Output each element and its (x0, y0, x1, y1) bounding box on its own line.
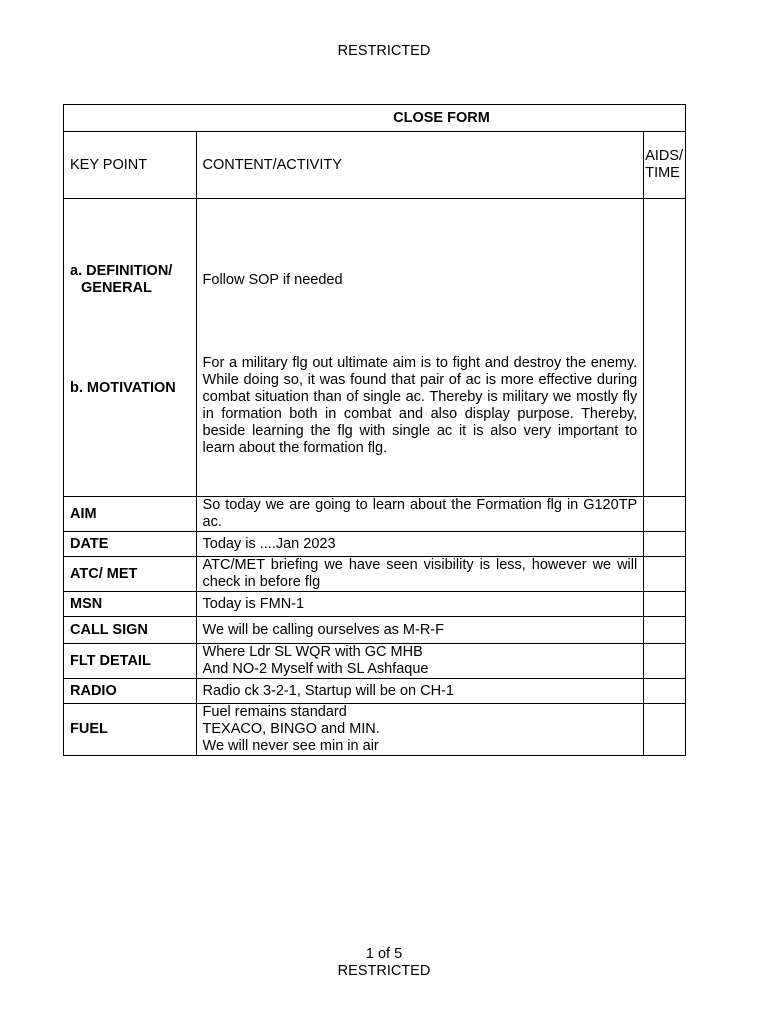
row-content-line: Today is ....Jan 2023 (202, 535, 336, 552)
definition-label-line1: a. DEFINITION/ (70, 263, 173, 279)
row-content (196, 644, 644, 679)
row-key: AIM (64, 497, 197, 532)
table-row-date (64, 532, 686, 557)
row-content-line: TEXACO, BINGO and MIN. (202, 721, 380, 737)
row-content (196, 532, 644, 557)
table-row-flt-detail (64, 644, 686, 679)
row-content-line: ATC/MET briefing we have seen visibility is less, however we will check in before flg (202, 557, 638, 590)
table-row-msn (64, 592, 686, 617)
table-row-atc-met (64, 557, 686, 592)
row-key: DATE (64, 532, 197, 557)
row-aids (644, 532, 686, 557)
definition-label-line2: GENERAL (81, 280, 152, 296)
aids-time-header: AIDS/TIME (644, 132, 686, 199)
row-content (196, 617, 644, 644)
row-key: CALL SIGN (64, 617, 197, 644)
column-header-row (64, 132, 686, 199)
motivation-label: b. MOTIVATION (70, 380, 176, 396)
row-content (196, 679, 644, 704)
intro-row (64, 199, 686, 497)
row-content (196, 557, 644, 592)
row-content (196, 592, 644, 617)
row-key: MSN (64, 592, 197, 617)
row-aids (644, 617, 686, 644)
intro-aids-cell (644, 199, 686, 497)
definition-content: Follow SOP if needed (202, 272, 343, 288)
row-content-line: Where Ldr SL WQR with GC MHB (202, 644, 423, 660)
row-content-line: So today we are going to learn about the Formation flg in G120TP ac. (202, 497, 638, 530)
row-content-line: Fuel remains standard (202, 704, 347, 720)
row-content-line: Today is FMN-1 (202, 595, 305, 612)
row-content-line: We will be calling ourselves as M-R-F (202, 621, 444, 638)
header-classification: RESTRICTED (337, 43, 431, 59)
row-key: FLT DETAIL (64, 644, 197, 679)
table-row-aim (64, 497, 686, 532)
intro-content-cell (196, 199, 644, 497)
motivation-content: For a military flg out ultimate aim is to fight and destroy the enemy. While doing so, it was found that pair of ac is more effective during combat situation than of single ac. Thereby is military we mostly fly in formation both in combat and also display purpose. Thereby, beside learning the flg with single ac it is also very important to learn about the formation flg. (202, 355, 638, 456)
row-key: FUEL (64, 704, 197, 756)
table-row-call-sign (64, 617, 686, 644)
table-row-fuel (64, 704, 686, 756)
table-row-radio (64, 679, 686, 704)
title-row (64, 105, 686, 132)
row-aids (644, 704, 686, 756)
content-activity-header: CONTENT/ACTIVITY (196, 132, 644, 199)
row-aids (644, 497, 686, 532)
close-form-table (63, 104, 686, 756)
row-content-line: And NO-2 Myself with SL Ashfaque (202, 661, 429, 677)
row-key: ATC/ MET (64, 557, 197, 592)
page-number: 1 of 5 (365, 946, 403, 962)
row-content-line: Radio ck 3-2-1, Startup will be on CH-1 (202, 682, 454, 699)
row-aids (644, 644, 686, 679)
row-aids (644, 557, 686, 592)
row-key: RADIO (64, 679, 197, 704)
row-aids (644, 679, 686, 704)
key-point-header: KEY POINT (64, 132, 197, 199)
row-aids (644, 592, 686, 617)
intro-key-cell (64, 199, 197, 497)
footer-classification: RESTRICTED (337, 963, 431, 979)
definition-label (70, 263, 172, 297)
page-footer (0, 946, 768, 980)
form-title: CLOSE FORM (64, 105, 686, 132)
row-content (196, 497, 644, 532)
row-content-line: We will never see min in air (202, 738, 379, 754)
row-content (196, 704, 644, 756)
